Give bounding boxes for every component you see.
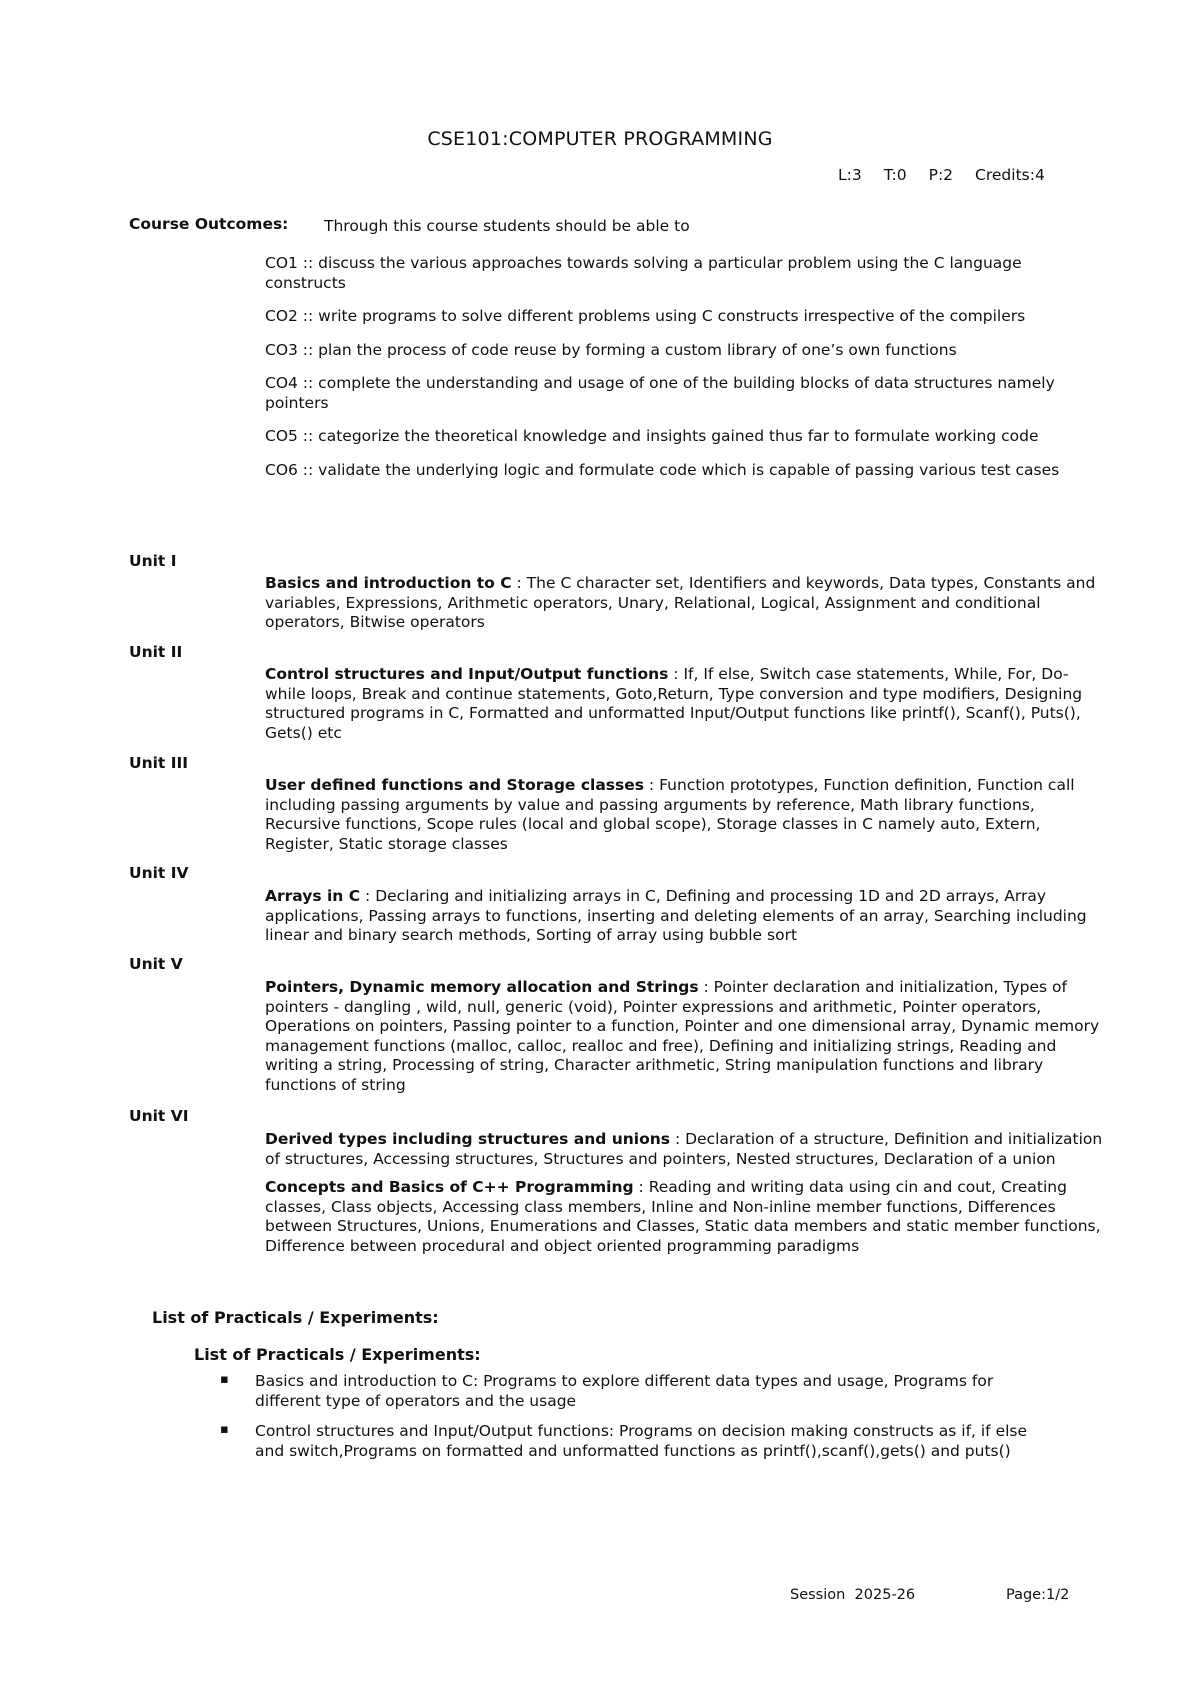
course-outcome-2: CO2 :: write programs to solve different problems using C constructs irrespective of the compilers [265, 307, 1026, 325]
unit-5-body [265, 978, 1105, 1105]
unit-6-topic-2-text: : Reading and writing data using cin and cout, Creating classes, Class objects, Accessing class members, Inline and Non-inline member functions, Differences between Structures, Unions, Enumerations and Classes, Static data members and static member functions, Difference between procedural and object oriented programming paradigms [265, 1178, 1101, 1255]
unit-3-label: Unit III [129, 754, 189, 772]
unit-2-topic-heading: Control structures and Input/Output functions [265, 665, 669, 683]
footer-page-number: Page:1/2 [1006, 1587, 1070, 1603]
practicals-heading-outer: List of Practicals / Experiments: [152, 1308, 439, 1327]
unit-6-body [265, 1130, 1105, 1266]
unit-5-topic [265, 978, 1105, 1096]
practical-item-2-text: Control structures and Input/Output functions: Programs on decision making constructs as if, if else and switch,Programs on formatted and unformatted functions as printf(),scanf(),gets() and puts() [255, 1422, 1028, 1460]
unit-6-topic-2-heading: Concepts and Basics of C++ Programming [265, 1178, 634, 1197]
course-outcome-4: CO4 :: complete the understanding and usage of one of the building blocks of data structures namely pointers [265, 374, 1055, 412]
unit-3-body [265, 776, 1105, 863]
unit-2-topic [265, 665, 1105, 743]
course-title: CSE101:COMPUTER PROGRAMMING [427, 128, 773, 150]
unit-4-label: Unit IV [129, 864, 189, 882]
unit-1-label: Unit I [129, 552, 177, 570]
unit-2-topic-text: : If, If else, Switch case statements, While, For, Do-while loops, Break and continue statements, Goto,Return, Type conversion and type modifiers, Designing structured programs in C, Formatted and unformatted Input/Output functions like printf(), Scanf(), Puts(), Gets() etc [265, 665, 1083, 742]
unit-5-topic-text: : Pointer declaration and initialization, Types of pointers - dangling , wild, null, generic (void), Pointer expressions and arithmetic, Pointer operators, Operations on pointers, Passing pointer to a function, Pointer and one dimensional array, Dynamic memory management functions (malloc, calloc, realloc and free), Defining and initializing strings, Reading and writing a string, Processing of string, Character arithmetic, String manipulation functions and library functions of string [265, 978, 1100, 1094]
practical-item-1 [220, 1371, 1060, 1411]
practicals-heading-inner: List of Practicals / Experiments: [194, 1345, 481, 1364]
lecture-hours: L:3 [838, 166, 862, 184]
unit-6-topic-2 [265, 1178, 1105, 1256]
unit-6-topic-1-text: : Declaration of a structure, Definition and initialization of structures, Accessing structures, Structures and pointers, Nested structures, Declaration of a union [265, 1130, 1103, 1168]
unit-4-topic-heading: Arrays in C [265, 887, 361, 905]
unit-6-label: Unit VI [129, 1107, 189, 1125]
course-outcome-1: CO1 :: discuss the various approaches towards solving a particular problem using the C language constructs [265, 254, 1022, 292]
unit-5-topic-heading: Pointers, Dynamic memory allocation and Strings [265, 978, 699, 996]
unit-5-label: Unit V [129, 955, 183, 973]
tutorial-hours: T:0 [883, 166, 907, 184]
unit-6-topic-1 [265, 1130, 1105, 1169]
practical-hours: P:2 [928, 166, 954, 184]
footer-session: Session 2025-26 [790, 1587, 916, 1603]
unit-3-topic [265, 776, 1105, 854]
course-outcomes-intro: Through this course students should be able to [324, 217, 690, 235]
unit-2-label: Unit II [129, 643, 183, 661]
practicals-list [220, 1371, 1060, 1471]
credits: Credits:4 [975, 166, 1045, 184]
unit-1-topic-heading: Basics and introduction to C [265, 574, 512, 592]
bullet-icon: ▪ [220, 1422, 229, 1437]
unit-3-topic-heading: User defined functions and Storage classes [265, 776, 644, 794]
unit-4-topic [265, 887, 1105, 946]
unit-4-body [265, 887, 1105, 955]
unit-2-body [265, 665, 1105, 752]
course-outcome-5: CO5 :: categorize the theoretical knowledge and insights gained thus far to formulate working code [265, 427, 1039, 445]
course-outcomes-label: Course Outcomes: [129, 215, 289, 233]
unit-1-topic-text: : The C character set, Identifiers and keywords, Data types, Constants and variables, Expressions, Arithmetic operators, Unary, Relational, Logical, Assignment and conditional operators, Bitwise operators [265, 574, 1096, 632]
course-outcome-6: CO6 :: validate the underlying logic and formulate code which is capable of passing various test cases [265, 460, 1060, 479]
unit-3-topic-text: : Function prototypes, Function definition, Function call including passing arguments by value and passing arguments by reference, Math library functions, Recursive functions, Scope rules (local and global scope), Storage classes in C namely auto, Extern, Register, Static storage classes [265, 776, 1075, 853]
practical-item-2 [220, 1421, 1060, 1461]
course-outcome-3: CO3 :: plan the process of code reuse by forming a custom library of one’s own functions [265, 340, 957, 359]
unit-1-topic [265, 574, 1105, 633]
ltp-credits [838, 166, 1045, 184]
practical-item-1-text: Basics and introduction to C: Programs to explore different data types and usage, Programs for different type of operators and the usage [255, 1372, 994, 1410]
bullet-icon: ▪ [220, 1372, 229, 1387]
course-outcomes-list [265, 254, 1095, 494]
unit-1-body [265, 574, 1105, 642]
unit-4-topic-text: : Declaring and initializing arrays in C, Defining and processing 1D and 2D arrays, Array applications, Passing arrays to functions, inserting and deleting elements of an array, Searching including linear and binary search methods, Sorting of array using bubble sort [265, 887, 1087, 945]
unit-6-topic-1-heading: Derived types including structures and unions [265, 1130, 671, 1148]
